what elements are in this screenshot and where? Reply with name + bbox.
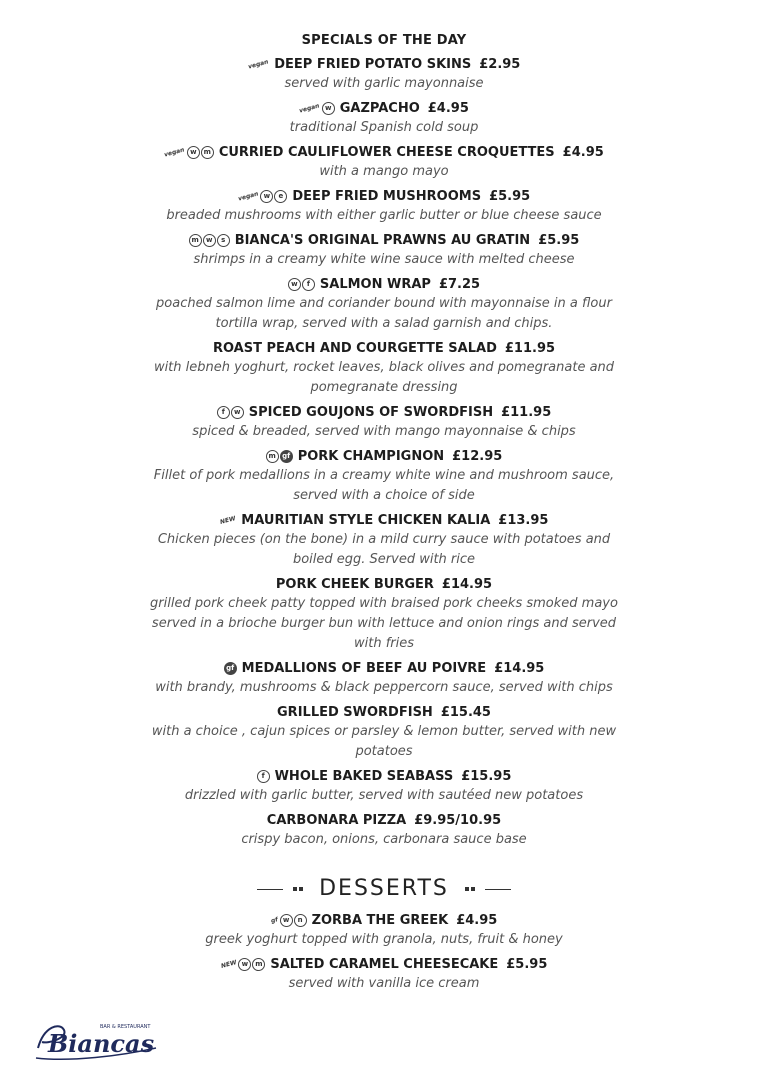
nut-icon: n [294, 914, 307, 927]
dietary-icons [164, 145, 215, 160]
item-name: MAURITIAN STYLE CHICKEN KALIA [241, 513, 491, 528]
wheat-icon: w [288, 278, 301, 291]
item-name: DEEP FRIED POTATO SKINS [274, 57, 472, 72]
item-description: crispy bacon, onions, carbonara sauce base [241, 832, 527, 847]
item-description: Chicken pieces (on the bone) in a mild curry sauce with potatoes and boiled egg. Served with rice [157, 532, 611, 567]
item-description: poached salmon lime and coriander bound with mayonnaise in a flour tortilla wrap, served with a salad garnish and chips. [156, 296, 612, 331]
item-price: £7.25 [438, 277, 481, 292]
dietary-icons [266, 449, 294, 464]
item-price: £14.95 [441, 577, 493, 592]
item-name: GRILLED SWORDFISH [277, 705, 433, 720]
menu-item [0, 513, 768, 570]
dietary-icons [224, 661, 238, 676]
item-name: BIANCA'S ORIGINAL PRAWNS AU GRATIN [234, 233, 531, 248]
menu-item [0, 577, 768, 654]
item-price: £4.95 [562, 145, 604, 160]
wheat-icon: w [238, 958, 251, 971]
item-name: PORK CHEEK BURGER [275, 577, 434, 592]
dietary-icons [271, 913, 308, 928]
wheat-icon: w [260, 190, 273, 203]
svg-text:BAR & RESTAURANT: BAR & RESTAURANT [100, 1024, 151, 1030]
menu-item [0, 189, 768, 226]
item-price: £5.95 [538, 233, 580, 248]
item-description: grilled pork cheek patty topped with braised pork cheeks smoked mayo served in a brioche burger bun with lettuce and onion rings and served with fries [150, 596, 618, 651]
item-price: £11.95 [501, 405, 552, 420]
item-description: with lebneh yoghurt, rocket leaves, black olives and pomegranate and pomegranate dressing [153, 360, 615, 395]
dietary-icons [299, 101, 336, 116]
item-name: SALMON WRAP [319, 277, 431, 292]
item-name: GAZPACHO [339, 101, 420, 116]
vegan-icon: vegan [298, 102, 321, 115]
dessert-item [0, 913, 768, 950]
item-description: greek yoghurt topped with granola, nuts, fruit & honey [205, 932, 563, 947]
menu-item [0, 449, 768, 506]
item-name: CARBONARA PIZZA [266, 813, 407, 828]
item-name: ZORBA THE GREEK [311, 913, 449, 928]
menu-item [0, 277, 768, 334]
item-description: Fillet of pork medallions in a creamy white wine and mushroom sauce, served with a choice of side [153, 468, 615, 503]
item-price: £12.95 [452, 449, 503, 464]
item-description: breaded mushrooms with either garlic butter or blue cheese sauce [166, 208, 602, 223]
gluten-free-icon: gf [224, 662, 237, 675]
milk-icon: m [189, 234, 202, 247]
divider-line [257, 889, 283, 890]
vegan-icon: vegan [247, 58, 269, 71]
svg-text:Biancas: Biancas [48, 1029, 155, 1058]
wheat-icon: w [187, 146, 200, 159]
menu-item [0, 661, 768, 698]
menu-item [0, 341, 768, 398]
item-price: £15.45 [440, 705, 491, 720]
item-description: shrimps in a creamy white wine sauce with melted cheese [193, 252, 575, 267]
milk-icon: m [201, 146, 214, 159]
fish-icon: f [302, 278, 315, 291]
menu-item [0, 813, 768, 850]
menu-item [0, 233, 768, 270]
menu-item [0, 405, 768, 442]
menu-item [0, 705, 768, 762]
menu-item [0, 769, 768, 806]
specials-heading: SPECIALS OF THE DAY [301, 33, 467, 48]
item-price: £13.95 [498, 513, 549, 528]
wheat-icon: w [322, 102, 335, 115]
item-name: PORK CHAMPIGNON [297, 449, 445, 464]
item-description: with a choice , cajun spices or parsley & lemon butter, served with new potatoes [151, 724, 617, 759]
item-price: £9.95/10.95 [414, 813, 502, 828]
desserts-title: DESSERTS [319, 876, 449, 901]
item-price: £11.95 [504, 341, 556, 356]
egg-icon: e [274, 190, 287, 203]
dietary-icons [220, 513, 238, 528]
menu-item [0, 57, 768, 94]
vegan-icon: vegan [163, 146, 186, 159]
item-description: drizzled with garlic butter, served with sautéed new potatoes [184, 788, 584, 803]
dietary-icons [248, 57, 271, 72]
fish-icon: f [217, 406, 230, 419]
item-name: CURRIED CAULIFLOWER CHEESE CROQUETTES [218, 145, 555, 160]
item-description: served with garlic mayonnaise [284, 76, 484, 91]
dietary-icons [217, 405, 245, 420]
item-price: £14.95 [494, 661, 545, 676]
fish-icon: f [257, 770, 270, 783]
item-price: £5.95 [506, 957, 548, 972]
biancas-logo [30, 1018, 160, 1063]
new-icon: NEW [218, 515, 236, 526]
desserts-heading [0, 876, 768, 901]
item-price: £4.95 [456, 913, 498, 928]
wheat-icon: w [203, 234, 216, 247]
item-description: spiced & breaded, served with mango mayonnaise & chips [192, 424, 576, 439]
item-price: £5.95 [489, 189, 531, 204]
vegan-icon: vegan [237, 190, 259, 203]
item-name: WHOLE BAKED SEABASS [274, 769, 454, 784]
item-price: £4.95 [427, 101, 469, 116]
gluten-free-icon: gf [280, 450, 293, 463]
dietary-icons [189, 233, 231, 248]
item-name: SPICED GOUJONS OF SWORDFISH [248, 405, 494, 420]
item-name: DEEP FRIED MUSHROOMS [292, 189, 482, 204]
gluten-free-tag-icon: gf [269, 916, 279, 925]
dietary-icons [288, 277, 316, 292]
menu-item [0, 101, 768, 138]
item-description: with brandy, mushrooms & black peppercorn sauce, served with chips [155, 680, 613, 695]
item-description: served with vanilla ice cream [288, 976, 480, 991]
item-name: ROAST PEACH AND COURGETTE SALAD [212, 341, 497, 356]
shellfish-icon: s [217, 234, 230, 247]
dessert-item [0, 957, 768, 994]
dietary-icons [257, 769, 271, 784]
milk-icon: m [252, 958, 265, 971]
item-description: with a mango mayo [319, 164, 449, 179]
item-name: MEDALLIONS OF BEEF AU POIVRE [241, 661, 487, 676]
menu-item [0, 145, 768, 182]
dietary-icons [238, 189, 289, 204]
item-description: traditional Spanish cold soup [289, 120, 479, 135]
new-icon: NEW [219, 959, 237, 970]
item-price: £15.95 [461, 769, 512, 784]
item-price: £2.95 [479, 57, 521, 72]
item-name: SALTED CARAMEL CHEESECAKE [270, 957, 499, 972]
divider-line [485, 889, 511, 890]
wheat-icon: w [280, 914, 293, 927]
milk-icon: m [266, 450, 279, 463]
dietary-icons [221, 957, 267, 972]
wheat-icon: w [231, 406, 244, 419]
